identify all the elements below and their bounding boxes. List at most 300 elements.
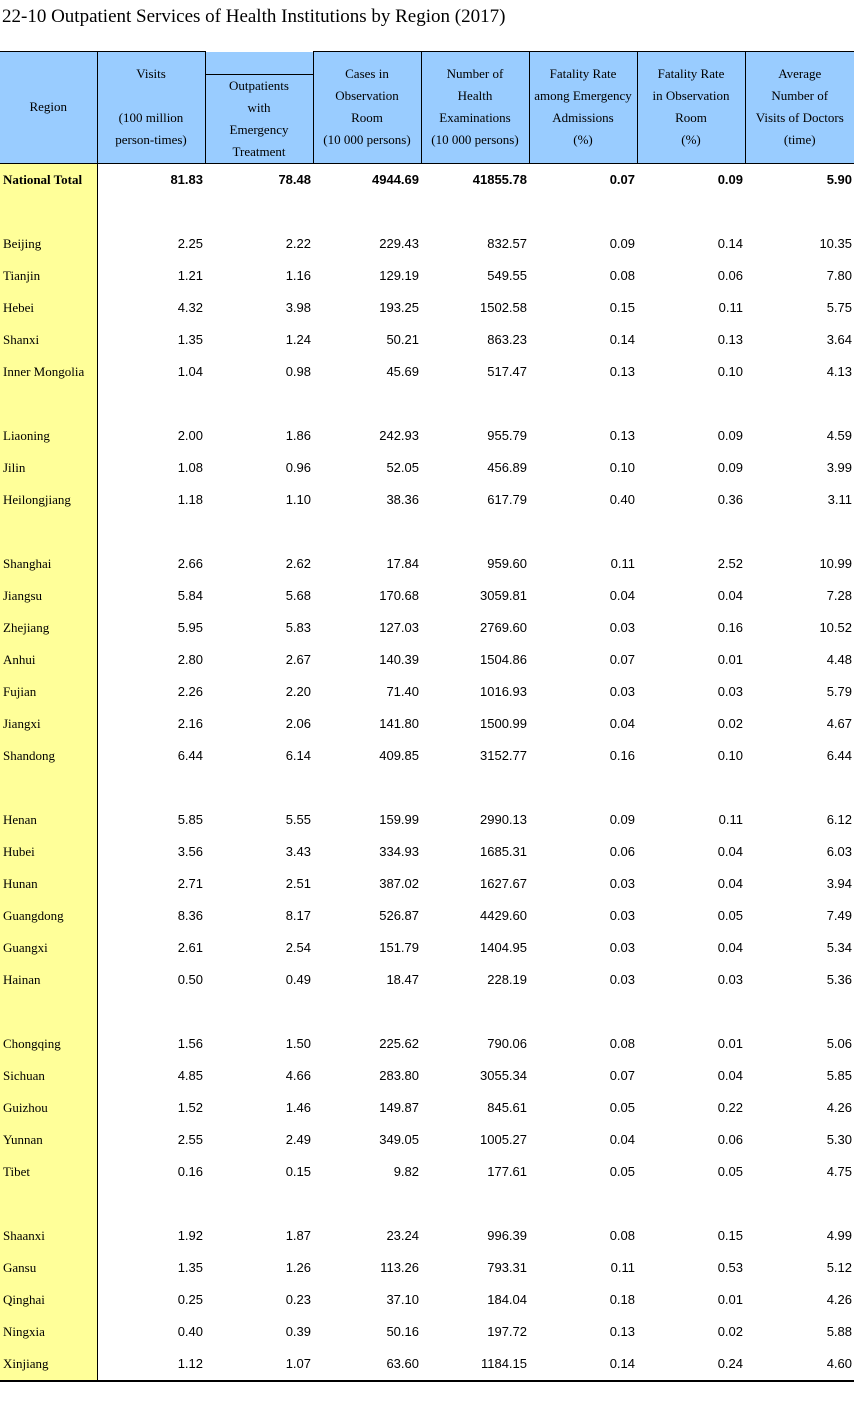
value-cell bbox=[313, 772, 421, 804]
region-cell: Chongqing bbox=[0, 1028, 97, 1060]
value-cell: 0.40 bbox=[177, 1324, 203, 1339]
value-cell bbox=[529, 516, 637, 548]
table-row bbox=[0, 548, 854, 580]
region-cell: Hebei bbox=[0, 292, 97, 324]
table-row bbox=[0, 612, 854, 644]
value-cell bbox=[97, 1188, 205, 1220]
value-cell: 0.05 bbox=[609, 1164, 635, 1179]
table-row bbox=[0, 644, 854, 676]
value-cell: 141.80 bbox=[379, 716, 419, 731]
value-cell: 38.36 bbox=[386, 492, 419, 507]
table-row bbox=[0, 452, 854, 484]
value-cell: 0.06 bbox=[717, 268, 743, 283]
region-cell: Gansu bbox=[0, 1252, 97, 1284]
value-cell: 996.39 bbox=[487, 1228, 527, 1243]
value-cell bbox=[745, 772, 854, 804]
value-cell bbox=[745, 196, 854, 228]
value-cell bbox=[421, 388, 529, 420]
value-cell: 3.11 bbox=[827, 492, 852, 507]
value-cell: 81.83 bbox=[170, 172, 203, 187]
value-cell: 78.48 bbox=[278, 172, 311, 187]
table-row bbox=[0, 740, 854, 772]
value-cell: 863.23 bbox=[487, 332, 527, 347]
table-row bbox=[0, 1348, 854, 1381]
table-row-spacer bbox=[0, 996, 854, 1028]
value-cell: 0.04 bbox=[717, 876, 743, 891]
value-cell: 1184.15 bbox=[421, 1348, 529, 1381]
value-cell: 6.44 bbox=[177, 748, 203, 763]
value-cell bbox=[313, 996, 421, 1028]
value-cell: 4.48 bbox=[826, 652, 852, 667]
region-cell: Qinghai bbox=[0, 1284, 97, 1316]
value-cell: 45.69 bbox=[386, 364, 419, 379]
value-cell: 3.56 bbox=[177, 844, 203, 859]
region-cell: Shanxi bbox=[0, 324, 97, 356]
value-cell: 159.99 bbox=[379, 812, 419, 827]
value-cell: 0.13 bbox=[609, 364, 635, 379]
value-cell: 2769.60 bbox=[480, 620, 527, 635]
value-cell bbox=[529, 196, 637, 228]
value-cell: 1504.86 bbox=[480, 652, 527, 667]
value-cell: 0.06 bbox=[717, 1132, 743, 1147]
value-cell bbox=[637, 772, 745, 804]
value-cell: 0.09 bbox=[717, 428, 743, 443]
value-cell: 0.04 bbox=[609, 1132, 635, 1147]
value-cell bbox=[421, 516, 529, 548]
header-outpatients: Outpatients with Emergency Treatment bbox=[205, 74, 313, 163]
value-cell: 23.24 bbox=[386, 1228, 419, 1243]
table-row bbox=[0, 1124, 854, 1156]
table-row bbox=[0, 836, 854, 868]
value-cell: 3.99 bbox=[826, 460, 852, 475]
table-row bbox=[0, 1252, 854, 1284]
table-row bbox=[0, 676, 854, 708]
value-cell bbox=[97, 516, 205, 548]
value-cell: 0.03 bbox=[609, 940, 635, 955]
value-cell: 2.54 bbox=[285, 940, 311, 955]
value-cell bbox=[97, 996, 205, 1028]
value-cell: 2.80 bbox=[177, 652, 203, 667]
table-row-national-total bbox=[0, 163, 854, 196]
region-cell: Henan bbox=[0, 804, 97, 836]
value-cell: 2.00 bbox=[177, 428, 203, 443]
value-cell: 1.08 bbox=[177, 460, 203, 475]
value-cell bbox=[313, 388, 421, 420]
table-row-spacer bbox=[0, 516, 854, 548]
value-cell: 0.49 bbox=[285, 972, 311, 987]
value-cell: 0.11 bbox=[718, 812, 743, 827]
table-row bbox=[0, 324, 854, 356]
value-cell: 0.03 bbox=[717, 972, 743, 987]
value-cell: 0.50 bbox=[177, 972, 203, 987]
value-cell: 5.06 bbox=[826, 1036, 852, 1051]
value-cell: 5.79 bbox=[826, 684, 852, 699]
header-fatality-emergency: Fatality Rate among Emergency Admissions (%) bbox=[529, 52, 637, 164]
value-cell: 0.01 bbox=[717, 652, 743, 667]
value-cell: 63.60 bbox=[313, 1348, 421, 1381]
value-cell: 1.10 bbox=[285, 492, 311, 507]
value-cell: 0.24 bbox=[637, 1348, 745, 1381]
table-row bbox=[0, 1220, 854, 1252]
table-row-spacer bbox=[0, 388, 854, 420]
value-cell: 18.47 bbox=[386, 972, 419, 987]
region-cell bbox=[0, 772, 97, 804]
region-cell: Shaanxi bbox=[0, 1220, 97, 1252]
value-cell: 184.04 bbox=[487, 1292, 527, 1307]
value-cell: 2.62 bbox=[285, 556, 311, 571]
value-cell: 409.85 bbox=[379, 748, 419, 763]
region-cell bbox=[0, 388, 97, 420]
value-cell: 1685.31 bbox=[480, 844, 527, 859]
value-cell: 283.80 bbox=[379, 1068, 419, 1083]
value-cell: 0.01 bbox=[717, 1036, 743, 1051]
value-cell: 0.98 bbox=[285, 364, 311, 379]
value-cell bbox=[529, 996, 637, 1028]
value-cell: 1.87 bbox=[285, 1228, 311, 1243]
value-cell: 10.35 bbox=[819, 236, 852, 251]
value-cell bbox=[745, 996, 854, 1028]
region-cell: National Total bbox=[0, 163, 97, 196]
value-cell: 4944.69 bbox=[372, 172, 419, 187]
value-cell: 17.84 bbox=[386, 556, 419, 571]
value-cell bbox=[637, 1188, 745, 1220]
value-cell: 0.08 bbox=[609, 1036, 635, 1051]
table-row bbox=[0, 868, 854, 900]
region-cell: Shanghai bbox=[0, 548, 97, 580]
table-row bbox=[0, 580, 854, 612]
page-title: 22-10 Outpatient Services of Health Institutions by Region (2017) bbox=[2, 6, 506, 27]
value-cell: 5.85 bbox=[826, 1068, 852, 1083]
value-cell: 50.16 bbox=[386, 1324, 419, 1339]
table-row bbox=[0, 292, 854, 324]
value-cell: 5.90 bbox=[826, 172, 852, 187]
region-cell: Yunnan bbox=[0, 1124, 97, 1156]
value-cell: 526.87 bbox=[379, 908, 419, 923]
value-cell: 0.09 bbox=[717, 172, 743, 187]
value-cell: 197.72 bbox=[487, 1324, 527, 1339]
value-cell: 1.46 bbox=[285, 1100, 311, 1115]
value-cell: 0.04 bbox=[717, 940, 743, 955]
header-exams: Number of Health Examinations (10 000 persons) bbox=[421, 52, 529, 164]
value-cell: 955.79 bbox=[487, 428, 527, 443]
value-cell: 0.09 bbox=[717, 460, 743, 475]
value-cell: 0.07 bbox=[609, 652, 635, 667]
value-cell: 113.26 bbox=[380, 1260, 419, 1275]
value-cell: 0.14 bbox=[609, 332, 635, 347]
region-cell: Zhejiang bbox=[0, 612, 97, 644]
value-cell bbox=[745, 1188, 854, 1220]
region-cell: Jilin bbox=[0, 452, 97, 484]
value-cell: 2.25 bbox=[177, 236, 203, 251]
value-cell: 0.06 bbox=[609, 844, 635, 859]
value-cell: 1.56 bbox=[177, 1036, 203, 1051]
value-cell: 0.16 bbox=[609, 748, 635, 763]
value-cell: 4.26 bbox=[826, 1292, 852, 1307]
value-cell: 5.68 bbox=[285, 588, 311, 603]
value-cell: 4.59 bbox=[826, 428, 852, 443]
value-cell bbox=[313, 1188, 421, 1220]
value-cell: 242.93 bbox=[379, 428, 419, 443]
value-cell: 1.35 bbox=[177, 1260, 203, 1275]
table-row bbox=[0, 1156, 854, 1188]
value-cell: 5.85 bbox=[177, 812, 203, 827]
value-cell bbox=[313, 516, 421, 548]
value-cell: 0.25 bbox=[177, 1292, 203, 1307]
value-cell bbox=[637, 196, 745, 228]
region-cell: Jiangxi bbox=[0, 708, 97, 740]
value-cell: 2.06 bbox=[285, 716, 311, 731]
value-cell: 0.04 bbox=[717, 588, 743, 603]
value-cell: 0.08 bbox=[609, 268, 635, 283]
value-cell bbox=[637, 516, 745, 548]
value-cell: 3.98 bbox=[285, 300, 311, 315]
region-cell: Heilongjiang bbox=[0, 484, 97, 516]
value-cell: 229.43 bbox=[379, 236, 419, 251]
value-cell bbox=[529, 772, 637, 804]
value-cell: 0.09 bbox=[609, 812, 635, 827]
value-cell: 2.52 bbox=[717, 556, 743, 571]
value-cell bbox=[205, 772, 313, 804]
value-cell: 1.18 bbox=[177, 492, 203, 507]
value-cell: 1.24 bbox=[285, 332, 311, 347]
value-cell: 1.21 bbox=[177, 268, 203, 283]
value-cell bbox=[205, 388, 313, 420]
table-row bbox=[0, 1284, 854, 1316]
region-cell: Sichuan bbox=[0, 1060, 97, 1092]
value-cell: 790.06 bbox=[487, 1036, 527, 1051]
header-visits: Visits (100 million person-times) bbox=[97, 52, 205, 164]
value-cell: 5.75 bbox=[826, 300, 852, 315]
value-cell: 0.03 bbox=[609, 876, 635, 891]
value-cell: 0.22 bbox=[717, 1100, 743, 1115]
value-cell: 177.61 bbox=[487, 1164, 527, 1179]
header-outpatients-top bbox=[205, 52, 313, 75]
value-cell: 0.02 bbox=[717, 1324, 743, 1339]
value-cell: 0.16 bbox=[717, 620, 743, 635]
region-cell: Xinjiang bbox=[0, 1348, 97, 1381]
value-cell: 334.93 bbox=[379, 844, 419, 859]
value-cell: 5.30 bbox=[826, 1132, 852, 1147]
value-cell: 5.88 bbox=[826, 1324, 852, 1339]
value-cell: 1.16 bbox=[285, 268, 311, 283]
value-cell: 2.66 bbox=[177, 556, 203, 571]
value-cell: 7.28 bbox=[826, 588, 852, 603]
value-cell: 2.51 bbox=[285, 876, 311, 891]
value-cell: 387.02 bbox=[379, 876, 419, 891]
value-cell: 6.14 bbox=[285, 748, 311, 763]
region-cell: Inner Mongolia bbox=[0, 356, 97, 388]
value-cell: 0.13 bbox=[609, 428, 635, 443]
value-cell: 0.04 bbox=[717, 844, 743, 859]
value-cell: 3059.81 bbox=[480, 588, 527, 603]
value-cell: 6.44 bbox=[826, 748, 852, 763]
value-cell: 1.26 bbox=[285, 1260, 311, 1275]
value-cell: 0.03 bbox=[609, 908, 635, 923]
value-cell: 4.75 bbox=[826, 1164, 852, 1179]
value-cell: 228.19 bbox=[487, 972, 527, 987]
region-cell: Tibet bbox=[0, 1156, 97, 1188]
value-cell: 5.36 bbox=[826, 972, 852, 987]
region-cell: Hunan bbox=[0, 868, 97, 900]
value-cell: 1.12 bbox=[97, 1348, 205, 1381]
value-cell: 1502.58 bbox=[480, 300, 527, 315]
table-row-spacer bbox=[0, 1188, 854, 1220]
table-row bbox=[0, 260, 854, 292]
value-cell: 6.03 bbox=[826, 844, 852, 859]
value-cell bbox=[97, 196, 205, 228]
value-cell: 6.12 bbox=[826, 812, 852, 827]
region-cell: Hubei bbox=[0, 836, 97, 868]
value-cell: 0.14 bbox=[717, 236, 743, 251]
value-cell: 1404.95 bbox=[480, 940, 527, 955]
value-cell: 0.04 bbox=[717, 1068, 743, 1083]
table-row bbox=[0, 1092, 854, 1124]
value-cell: 0.10 bbox=[609, 460, 635, 475]
region-cell: Beijing bbox=[0, 228, 97, 260]
value-cell bbox=[97, 388, 205, 420]
value-cell bbox=[313, 196, 421, 228]
value-cell: 0.05 bbox=[717, 908, 743, 923]
value-cell: 2990.13 bbox=[480, 812, 527, 827]
header-average-visits: Average Number of Visits of Doctors (time) bbox=[745, 52, 854, 164]
value-cell: 2.20 bbox=[285, 684, 311, 699]
value-cell: 0.03 bbox=[609, 684, 635, 699]
value-cell bbox=[205, 516, 313, 548]
value-cell: 1500.99 bbox=[480, 716, 527, 731]
value-cell bbox=[205, 996, 313, 1028]
table-row bbox=[0, 900, 854, 932]
value-cell bbox=[745, 388, 854, 420]
region-cell: Jiangsu bbox=[0, 580, 97, 612]
value-cell bbox=[205, 1188, 313, 1220]
value-cell: 8.36 bbox=[177, 908, 203, 923]
value-cell: 832.57 bbox=[487, 236, 527, 251]
table-row-spacer bbox=[0, 196, 854, 228]
value-cell: 1.35 bbox=[177, 332, 203, 347]
value-cell: 0.03 bbox=[609, 620, 635, 635]
value-cell: 8.17 bbox=[285, 908, 311, 923]
table-header bbox=[0, 52, 854, 164]
value-cell: 0.02 bbox=[717, 716, 743, 731]
value-cell: 617.79 bbox=[487, 492, 527, 507]
value-cell: 2.16 bbox=[177, 716, 203, 731]
region-cell bbox=[0, 196, 97, 228]
value-cell: 0.13 bbox=[609, 1324, 635, 1339]
value-cell: 3152.77 bbox=[480, 748, 527, 763]
value-cell: 5.84 bbox=[177, 588, 203, 603]
value-cell: 5.95 bbox=[177, 620, 203, 635]
region-cell bbox=[0, 1188, 97, 1220]
value-cell bbox=[97, 772, 205, 804]
value-cell: 0.11 bbox=[718, 300, 743, 315]
table-row bbox=[0, 1060, 854, 1092]
table-row bbox=[0, 484, 854, 516]
value-cell bbox=[637, 388, 745, 420]
value-cell: 2.71 bbox=[177, 876, 203, 891]
value-cell: 4429.60 bbox=[480, 908, 527, 923]
value-cell: 225.62 bbox=[379, 1036, 419, 1051]
value-cell: 0.03 bbox=[609, 972, 635, 987]
region-cell: Tianjin bbox=[0, 260, 97, 292]
region-cell: Ningxia bbox=[0, 1316, 97, 1348]
value-cell: 1627.67 bbox=[480, 876, 527, 891]
value-cell: 4.67 bbox=[826, 716, 852, 731]
value-cell: 959.60 bbox=[487, 556, 527, 571]
value-cell bbox=[421, 1188, 529, 1220]
region-cell: Shandong bbox=[0, 740, 97, 772]
value-cell: 0.09 bbox=[609, 236, 635, 251]
value-cell: 0.04 bbox=[609, 716, 635, 731]
value-cell: 349.05 bbox=[379, 1132, 419, 1147]
value-cell: 0.96 bbox=[285, 460, 311, 475]
value-cell: 71.40 bbox=[386, 684, 419, 699]
table-row bbox=[0, 228, 854, 260]
value-cell: 0.40 bbox=[609, 492, 635, 507]
table-row bbox=[0, 804, 854, 836]
value-cell: 4.66 bbox=[285, 1068, 311, 1083]
header-cases: Cases in Observation Room (10 000 persons) bbox=[313, 52, 421, 164]
value-cell bbox=[205, 196, 313, 228]
value-cell: 41855.78 bbox=[472, 172, 527, 187]
value-cell: 5.34 bbox=[826, 940, 852, 955]
value-cell bbox=[421, 996, 529, 1028]
table-row bbox=[0, 964, 854, 996]
table-row-spacer bbox=[0, 772, 854, 804]
value-cell: 2.55 bbox=[177, 1132, 203, 1147]
value-cell: 0.05 bbox=[609, 1100, 635, 1115]
value-cell bbox=[745, 516, 854, 548]
value-cell: 1.04 bbox=[177, 364, 203, 379]
value-cell: 1.50 bbox=[285, 1036, 311, 1051]
value-cell: 0.15 bbox=[609, 300, 635, 315]
value-cell: 4.32 bbox=[177, 300, 203, 315]
region-cell: Liaoning bbox=[0, 420, 97, 452]
value-cell: 151.79 bbox=[379, 940, 419, 955]
value-cell: 2.61 bbox=[177, 940, 203, 955]
region-cell: Fujian bbox=[0, 676, 97, 708]
value-cell bbox=[421, 196, 529, 228]
region-cell: Guangdong bbox=[0, 900, 97, 932]
value-cell: 3.94 bbox=[826, 876, 852, 891]
value-cell: 1.07 bbox=[205, 1348, 313, 1381]
value-cell: 170.68 bbox=[379, 588, 419, 603]
value-cell: 0.16 bbox=[177, 1164, 203, 1179]
value-cell bbox=[421, 772, 529, 804]
value-cell bbox=[529, 1188, 637, 1220]
value-cell: 7.80 bbox=[826, 268, 852, 283]
table-row bbox=[0, 356, 854, 388]
value-cell: 0.11 bbox=[610, 556, 635, 571]
value-cell: 4.85 bbox=[177, 1068, 203, 1083]
value-cell: 37.10 bbox=[386, 1292, 419, 1307]
value-cell bbox=[529, 388, 637, 420]
value-cell: 5.55 bbox=[285, 812, 311, 827]
value-cell: 1005.27 bbox=[480, 1132, 527, 1147]
region-cell bbox=[0, 996, 97, 1028]
value-cell bbox=[637, 996, 745, 1028]
region-cell: Guizhou bbox=[0, 1092, 97, 1124]
value-cell: 4.13 bbox=[826, 364, 852, 379]
value-cell: 4.60 bbox=[745, 1348, 854, 1381]
region-cell: Guangxi bbox=[0, 932, 97, 964]
value-cell: 1.86 bbox=[285, 428, 311, 443]
value-cell: 0.07 bbox=[609, 172, 635, 187]
value-cell: 0.39 bbox=[285, 1324, 311, 1339]
value-cell: 0.01 bbox=[717, 1292, 743, 1307]
value-cell: 4.26 bbox=[826, 1100, 852, 1115]
value-cell: 50.21 bbox=[386, 332, 419, 347]
value-cell: 0.05 bbox=[717, 1164, 743, 1179]
